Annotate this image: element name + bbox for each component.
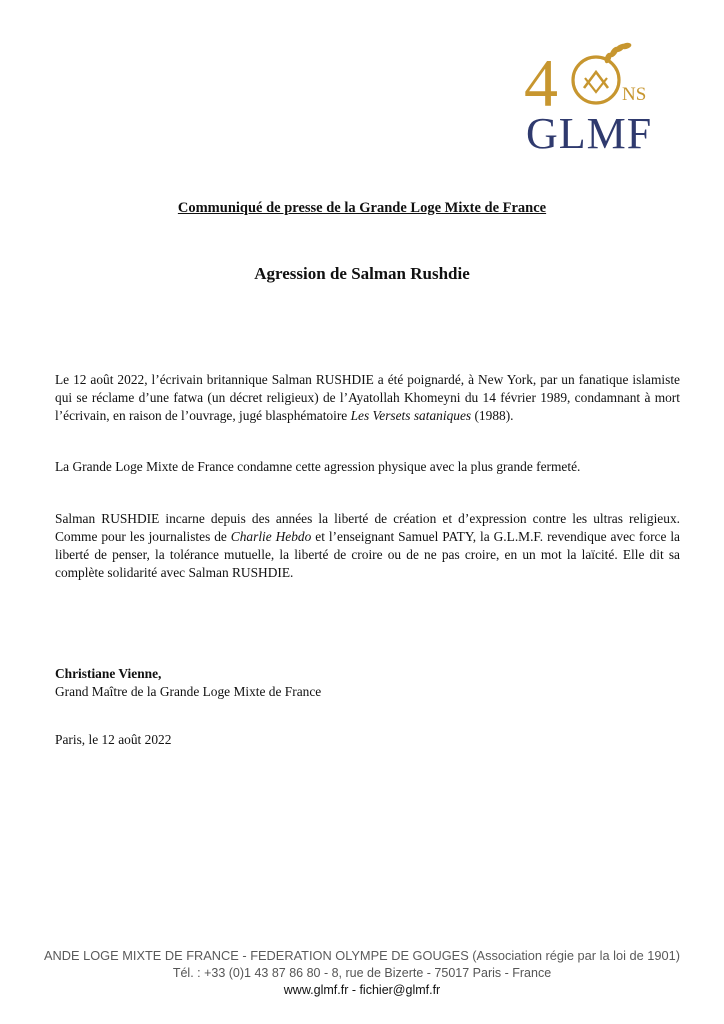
- paragraph-solidarity-end: et l’enseignant Samuel PATY, la G.L.M.F. revendique avec force la liberté de penser, la tolérance mutuelle, la liberté de croire ou de ne pas croire, en un mot la laïcité. Elle dit sa complète solidarité avec Salman RUSHDIE.: [55, 529, 681, 580]
- forty-years-emblem: [522, 40, 662, 115]
- logo-ans-text: NS: [622, 84, 647, 105]
- logo-digit-four: 4: [524, 45, 558, 115]
- paragraph-solidarity-text: Salman RUSHDIE incarne depuis des années la liberté de création et d’expression contre les ultras religieux. Comme pour les journalistes de: [55, 511, 680, 544]
- signatory-name: Christiane Vienne,: [55, 666, 162, 681]
- footer-organization: ANDE LOGE MIXTE DE FRANCE - FEDERATION OLYMPE DE GOUGES (Association régie par la loi de 1901): [44, 948, 680, 963]
- paragraph-condemnation: La Grande Loge Mixte de France condamne cette agression physique avec la plus grande fermeté.: [55, 459, 581, 474]
- signatory-role: Grand Maître de la Grande Loge Mixte de France: [55, 684, 322, 699]
- logo-zero-circle: [573, 57, 619, 103]
- footer-web-email: www.glmf.fr - fichier@glmf.fr: [283, 983, 441, 997]
- communique-heading: Communiqué de presse de la Grande Loge Mixte de France: [177, 200, 547, 216]
- paragraph-attack: [55, 371, 680, 425]
- book-title: Les Versets sataniques: [350, 408, 472, 423]
- paragraph-attack-end: (1988).: [471, 408, 514, 423]
- square-icon: [585, 78, 607, 92]
- footer-contact: Tél. : +33 (0)1 43 87 86 80 - 8, rue de Bizerte - 75017 Paris - France: [172, 966, 552, 980]
- laurel-branch-icon: [603, 42, 632, 65]
- glmf-40-ans-logo: [522, 40, 662, 160]
- place-date: Paris, le 12 août 2022: [55, 732, 172, 747]
- article-title: Agression de Salman Rushdie: [254, 264, 470, 283]
- paragraph-solidarity: [55, 510, 680, 582]
- paragraph-attack-text: Le 12 août 2022, l’écrivain britannique Salman RUSHDIE a été poignardé, à New York, par un fanatique islamiste qui se réclame d’une fatwa (un décret religieux) de l’Ayatollah Khomeyni du 14 février 1989, condamnant à mort l’écrivain, en raison de l’ouvrage, jugé blasphématoire: [55, 372, 680, 423]
- charlie-hebdo-title: Charlie Hebdo: [230, 529, 312, 544]
- logo-glmf-text: GLMF: [526, 109, 653, 158]
